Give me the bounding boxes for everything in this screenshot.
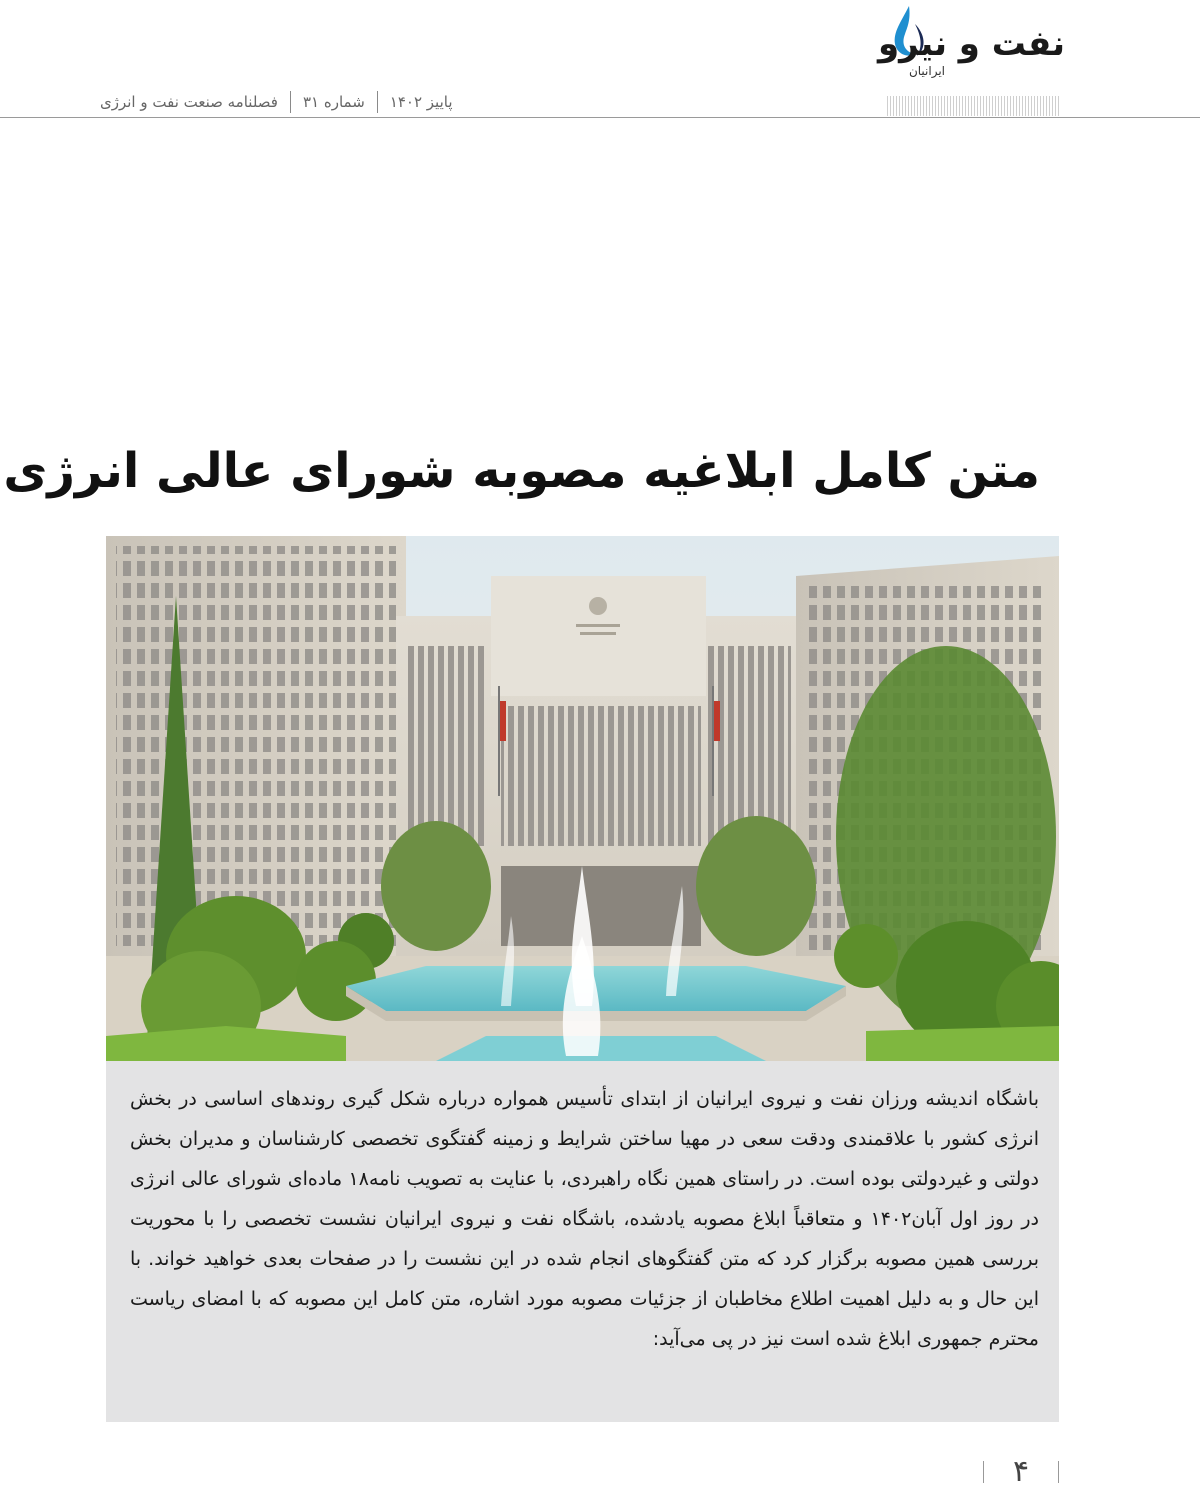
header-rule: [0, 117, 1200, 118]
issue-season: پاییز ۱۴۰۲: [389, 93, 453, 111]
page-number: ۴: [1012, 1454, 1030, 1489]
logo-wordmark: نفت و نیرو: [878, 24, 1065, 64]
masthead-stripes: [887, 96, 1059, 116]
lead-paragraph: باشگاه اندیشه ورزان نفت و نیروی ایرانیان از ابتدای تأسیس همواره درباره شکل گیری روندهای اساسی در بخش انرژی کشور با علاقمندی ودقت سعی در مهیا ساختن شرایط و زمینه گفتگوی تخصصی کارشناسان و مدیران بخش دولتی و غیردولتی بوده است. در راستای همین نگاه راهبردی، با عنایت به تصویب نامه۱۸ ماده‌ای شورای عالی انرژی در روز اول آبان۱۴۰۲ و متعاقباً ابلاغ مصوبه یادشده، باشگاه نفت و نیروی ایرانیان نشست تخصصی را با محوریت بررسی همین مصوبه برگزار کرد که متن گفتگوهای انجام شده در این نشست را در صفحات بعدی خواهید خواند. با این حال و به دلیل اهمیت اطلاع مخاطبان از جزئیات مصوبه مورد اشاره، متن کامل این مصوبه که با امضای ریاست محترم جمهوری ابلاغ شده است نیز در پی می‌آید:: [106, 1061, 1059, 1422]
issue-info: [100, 88, 500, 116]
publication-name: فصلنامه صنعت نفت و انرژی: [100, 93, 278, 111]
footer-divider-left: [983, 1461, 984, 1483]
article-title: متن کامل ابلاغیه مصوبه شورای عالی انرژی: [3, 443, 1040, 499]
building-photo: [106, 536, 1059, 1061]
footer-divider-right: [1058, 1461, 1059, 1483]
building-photo-illustration: [106, 536, 1059, 1061]
issue-number: شماره ۳۱: [302, 93, 365, 111]
divider: [290, 91, 291, 113]
divider: [377, 91, 378, 113]
masthead-logo: [878, 4, 1065, 94]
logo-subtitle: ایرانیان: [908, 64, 945, 78]
